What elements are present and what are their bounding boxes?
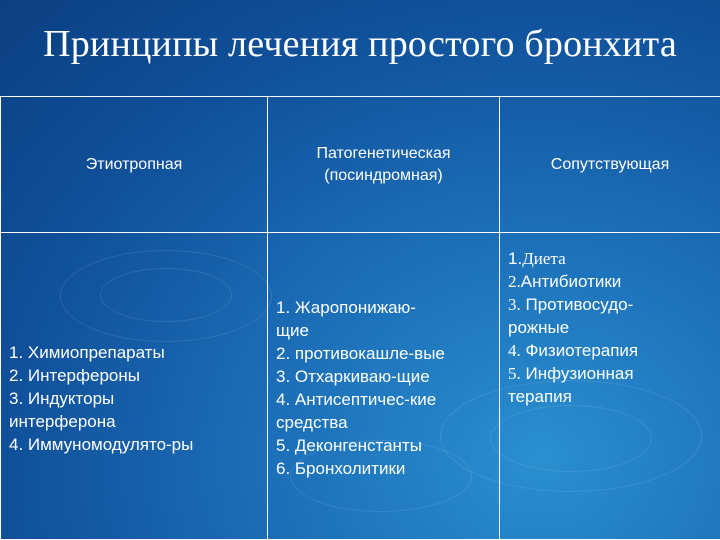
list-item: 3. Индукторы: [9, 389, 115, 408]
header-etiotropic: [1, 97, 268, 233]
list-item: 4. Антисептичес-кие: [276, 389, 437, 409]
list-item: 2. противокашле-вые: [276, 343, 445, 363]
item-number: 4.: [508, 341, 521, 360]
header-line: Этиотропная: [85, 155, 183, 173]
item-number: 2.: [508, 272, 521, 291]
list-item: 1. Химиопрепараты: [9, 343, 165, 362]
etiotropic-list: [1, 233, 268, 540]
item-text: Антибиотики: [520, 272, 622, 291]
list-item: [508, 316, 719, 339]
list-item: щие: [276, 320, 309, 340]
item-number: 1.: [508, 249, 523, 268]
list-item: 2. Интерфероны: [9, 366, 140, 385]
header-line: Патогенетическая: [316, 144, 451, 162]
item-number: 3.: [508, 295, 521, 314]
concomitant-list: [500, 233, 720, 540]
list-item: 4. Иммуномодулято-ры: [9, 435, 194, 454]
list-item: [508, 385, 719, 408]
item-text: терапия: [508, 387, 572, 406]
header-concomitant: [500, 97, 720, 233]
item-text: Инфузионная: [520, 364, 634, 383]
treatment-table: [0, 96, 720, 540]
header-pathogenetic: [268, 97, 500, 233]
list-item: интерферона: [9, 412, 116, 431]
item-text: рожные: [508, 318, 570, 337]
list-item: 3. Отхаркиваю-щие: [276, 366, 430, 386]
item-text: Противосудо-: [520, 295, 634, 314]
list-item: [508, 293, 719, 316]
list-item: [508, 270, 719, 293]
item-text: Физиотерапия: [520, 341, 639, 360]
table-header-row: [1, 97, 720, 233]
list-item: [508, 362, 719, 385]
list-item: 1. Жаропонижаю-: [276, 297, 416, 317]
list-item: [508, 247, 719, 270]
item-number: 5.: [508, 364, 521, 383]
list-item: [508, 339, 719, 362]
list-item: средства: [276, 412, 348, 432]
list-item: 5. Деконгенстанты: [276, 435, 422, 455]
slide-title: Принципы лечения простого бронхита: [43, 23, 677, 65]
list-item: 6. Бронхолитики: [276, 458, 406, 478]
pathogenetic-list: [268, 233, 500, 540]
table-body-row: [1, 233, 720, 540]
header-line: (посиндромная): [324, 166, 443, 184]
item-text: Диета: [522, 249, 566, 268]
header-line: Сопутствующая: [550, 155, 670, 173]
